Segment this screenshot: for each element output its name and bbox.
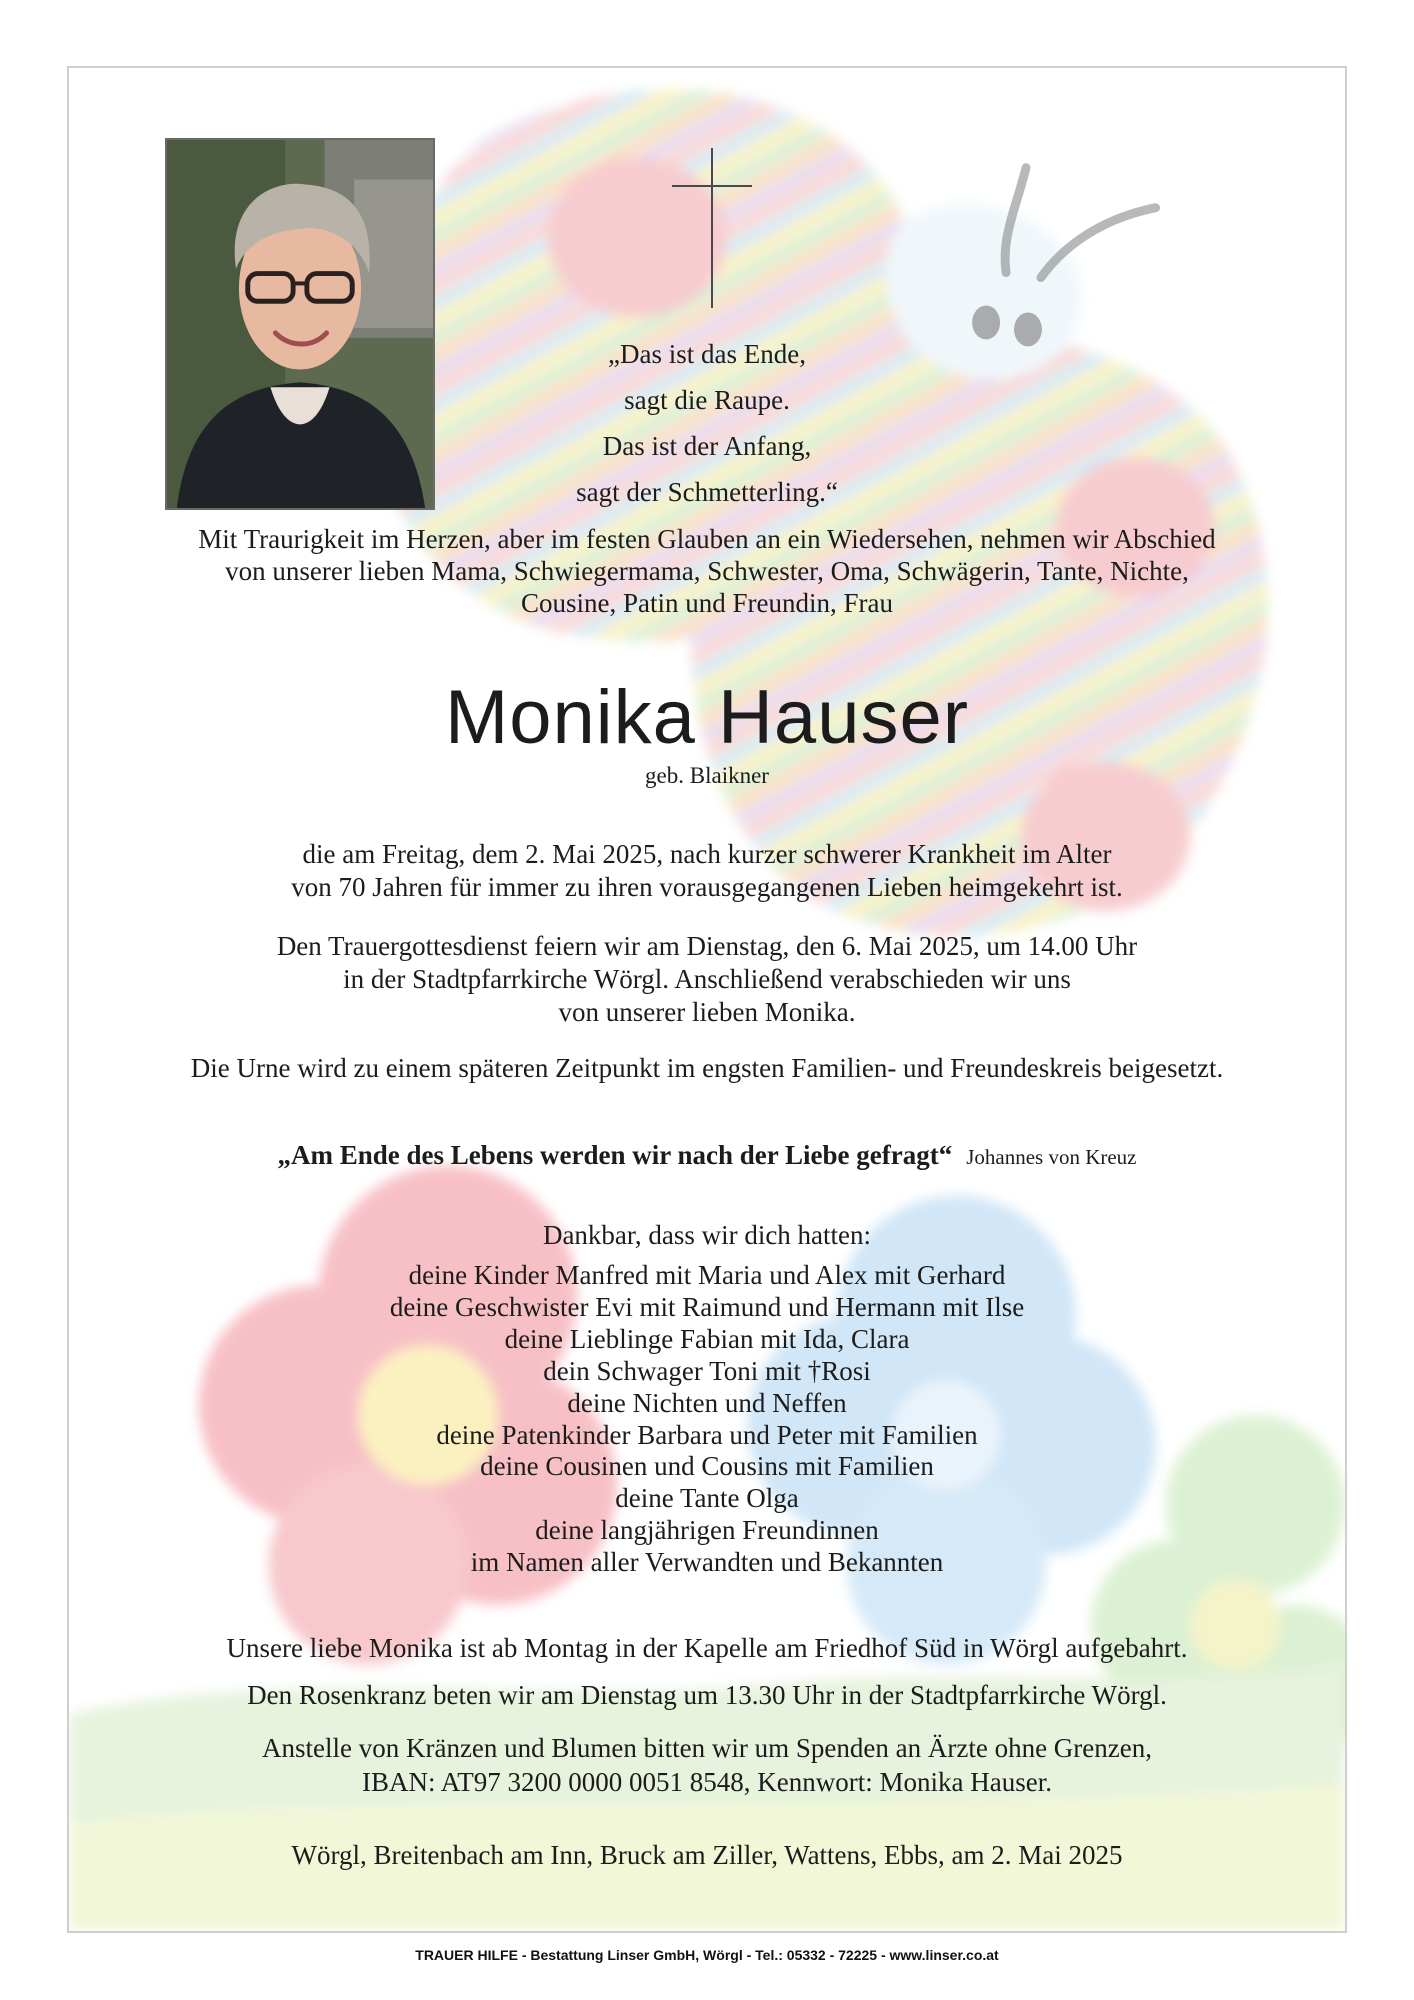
death-line: von 70 Jahren für immer zu ihren vorausgegangenen Lieben heimgekehrt ist. xyxy=(291,872,1123,902)
obituary-card xyxy=(67,66,1347,1933)
intro-line: von unserer lieben Mama, Schwiegermama, Schwester, Oma, Schwägerin, Tante, Nichte, xyxy=(225,556,1189,586)
motto-author: Johannes von Kreuz xyxy=(966,1145,1137,1169)
places-and-date: Wörgl, Breitenbach am Inn, Bruck am Ziller, Wattens, Ebbs, am 2. Mai 2025 xyxy=(291,1840,1123,1870)
donation-line: IBAN: AT97 3200 0000 0051 8548, Kennwort: Monika Hauser. xyxy=(362,1767,1052,1797)
motto-text: „Am Ende des Lebens werden wir nach der Liebe gefragt“ xyxy=(277,1140,953,1170)
lying-in-state-note: Unsere liebe Monika ist ab Montag in der Kapelle am Friedhof Süd in Wörgl aufgebahrt. xyxy=(226,1633,1188,1663)
motto xyxy=(69,1138,1345,1174)
intro-line: Cousine, Patin und Freundin, Frau xyxy=(521,588,893,618)
intro-line: Mit Traurigkeit im Herzen, aber im festen Glauben an ein Wiedersehen, nehmen wir Abschied xyxy=(198,524,1216,554)
list-item: deine Patenkinder Barbara und Peter mit Familien xyxy=(436,1419,978,1450)
list-item: deine Lieblinge Fabian mit Ida, Clara xyxy=(504,1323,910,1354)
announcement-intro xyxy=(69,523,1345,619)
list-item: deine Tante Olga xyxy=(615,1483,799,1514)
death-notice xyxy=(69,838,1345,904)
list-item: deine Geschwister Evi mit Raimund und Hermann mit Ilse xyxy=(389,1291,1025,1322)
list-item: dein Schwager Toni mit †Rosi xyxy=(543,1355,871,1386)
service-line: in der Stadtpfarrkirche Wörgl. Anschließend verabschieden wir uns xyxy=(343,964,1071,994)
death-line: die am Freitag, dem 2. Mai 2025, nach kurzer schwerer Krankheit im Alter xyxy=(302,839,1112,869)
service-line: von unserer lieben Monika. xyxy=(558,997,856,1027)
rosary-note: Den Rosenkranz beten wir am Dienstag um 13.30 Uhr in der Stadtpfarrkirche Wörgl. xyxy=(247,1680,1167,1710)
list-item: deine Cousinen und Cousins mit Familien xyxy=(480,1451,934,1482)
quote-line: Das ist der Anfang, xyxy=(602,431,812,461)
thanks-heading: Dankbar, dass wir dich hatten: xyxy=(542,1220,872,1250)
list-item: deine Nichten und Neffen xyxy=(567,1387,847,1418)
opening-quote xyxy=(69,331,1345,515)
funeral-home-footer: TRAUER HILFE - Bestattung Linser GmbH, Wörgl - Tel.: 05332 - 72225 - www.linser.co.at xyxy=(415,1947,999,1963)
list-item: deine langjährigen Freundinnen xyxy=(535,1515,879,1546)
donation-note xyxy=(69,1731,1345,1799)
deceased-name: Monika Hauser xyxy=(444,675,970,760)
quote-line: „Das ist das Ende, xyxy=(608,339,806,369)
cross-icon xyxy=(672,148,752,308)
list-item: deine Kinder Manfred mit Maria und Alex mit Gerhard xyxy=(408,1260,1006,1290)
quote-line: sagt die Raupe. xyxy=(624,385,790,415)
donation-line: Anstelle von Kränzen und Blumen bitten wir um Spenden an Ärzte ohne Grenzen, xyxy=(262,1733,1152,1763)
mourners-list xyxy=(69,1260,1345,1579)
urn-burial-note: Die Urne wird zu einem späteren Zeitpunkt im engsten Familien- und Freundeskreis beigesetzt. xyxy=(190,1053,1224,1083)
birth-name: geb. Blaikner xyxy=(645,763,769,788)
quote-line: sagt der Schmetterling.“ xyxy=(576,477,838,507)
list-item: im Namen aller Verwandten und Bekannten xyxy=(470,1547,944,1578)
funeral-service xyxy=(69,930,1345,1029)
service-line: Den Trauergottesdienst feiern wir am Dienstag, den 6. Mai 2025, um 14.00 Uhr xyxy=(276,931,1138,961)
